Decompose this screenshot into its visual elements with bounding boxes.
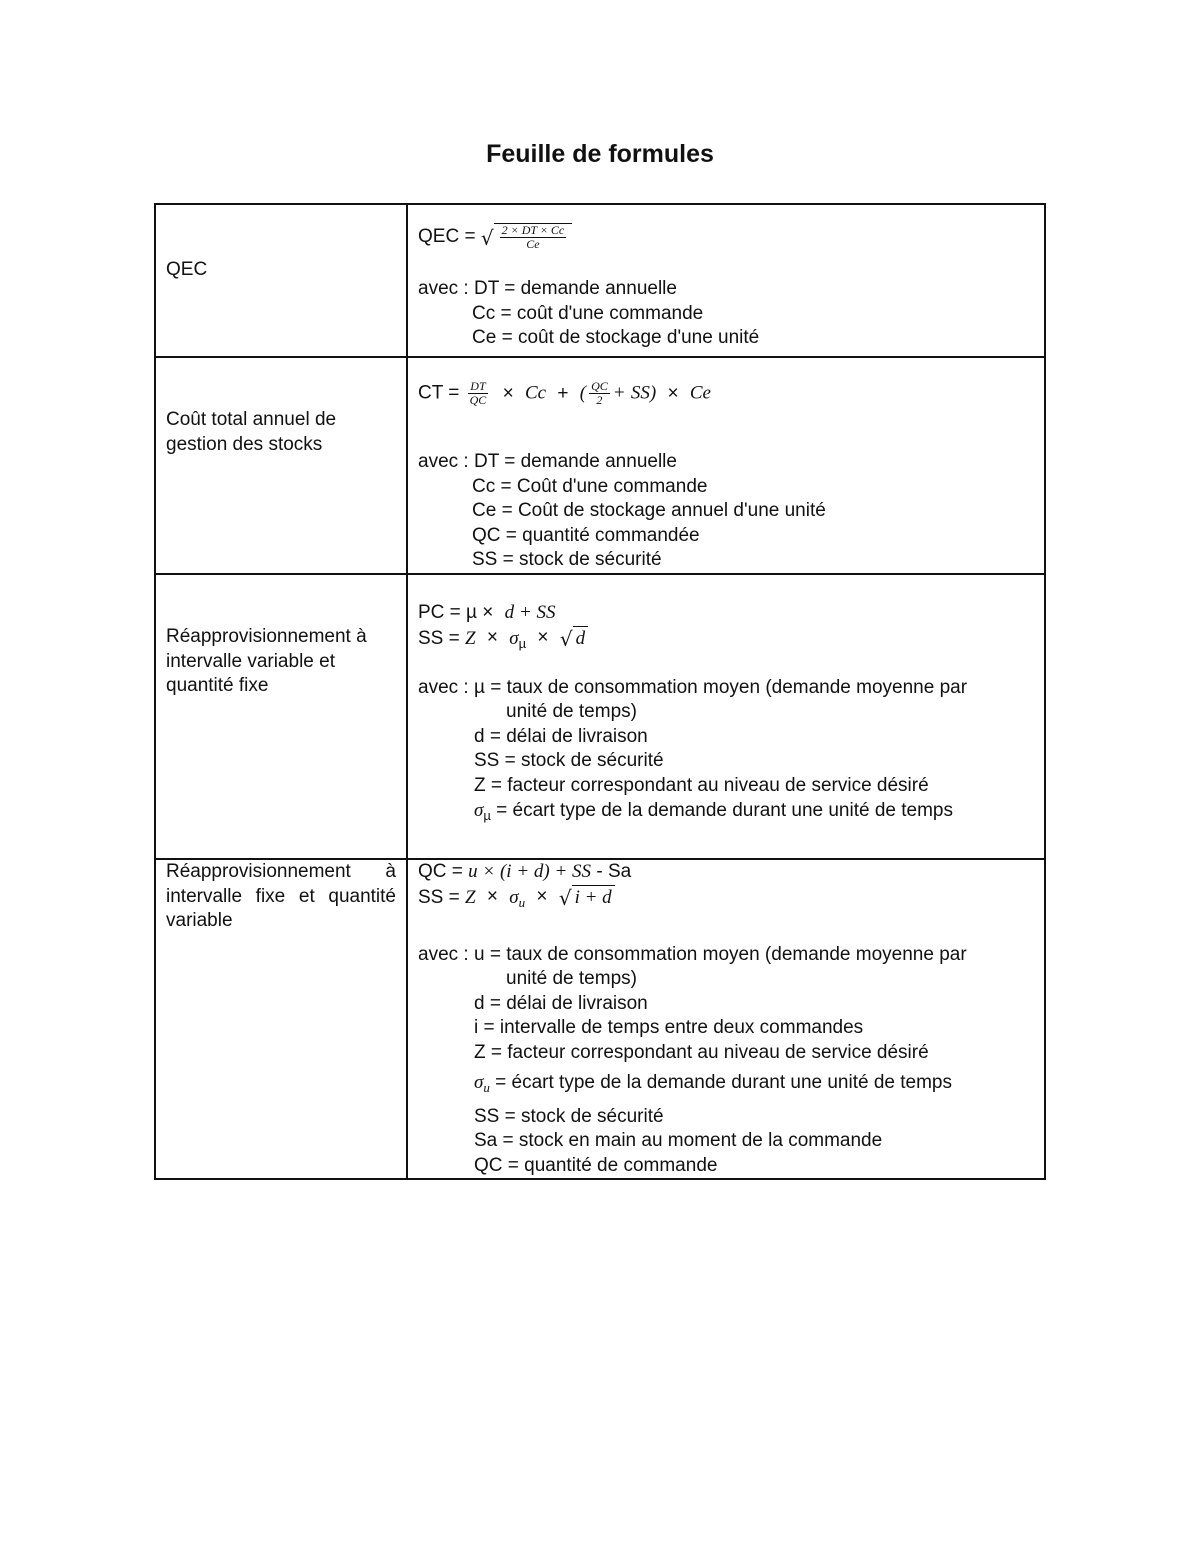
definition-line: Cc = coût d'une commande bbox=[472, 302, 704, 324]
definition-line: SS = stock de sécurité bbox=[472, 549, 662, 571]
row-label: Réapprovisionnement à intervalle fixe et quantité variable bbox=[166, 860, 396, 932]
row-label-cell bbox=[155, 357, 407, 574]
definition-line: Ce = coût de stockage d'une unité bbox=[472, 327, 760, 349]
definition-line: d = délai de livraison bbox=[474, 992, 648, 1014]
qc-formula bbox=[418, 860, 1044, 885]
sigma-symbol: σ bbox=[509, 627, 519, 649]
term-cc: Cc bbox=[524, 382, 547, 404]
row-label-cell bbox=[155, 204, 407, 357]
sigma-symbol: σ bbox=[509, 886, 519, 908]
definition-line: Cc = Coût d'une commande bbox=[472, 475, 708, 497]
page-title: Feuille de formules bbox=[486, 140, 714, 168]
formula-cell bbox=[407, 357, 1045, 574]
table-row bbox=[155, 357, 1045, 574]
table-row bbox=[155, 204, 1045, 357]
radicand: i + d bbox=[572, 885, 615, 911]
formula-prefix: SS = bbox=[418, 886, 460, 908]
radicand: d bbox=[573, 626, 589, 652]
formula-cell bbox=[407, 859, 1045, 1179]
ss-formula: SS = $Z \times \sigma_\mu$ × √ d bbox=[418, 626, 1044, 676]
z-factor: Z bbox=[465, 627, 476, 649]
definition-line: avec : µ = taux de consommation moyen (demande moyenne par bbox=[418, 676, 968, 698]
z-factor: Z bbox=[465, 886, 476, 908]
formula-prefix: QC = bbox=[418, 860, 463, 882]
ct-formula: CT = $\frac{DT}{QC}$ × Cc + ( $\frac{QC}{2}$ + SS) × Ce bbox=[418, 379, 711, 407]
radicand-numerator: 2 × DT × Cc bbox=[501, 223, 565, 237]
definition-line: unité de temps) bbox=[506, 701, 637, 723]
definition-line: d = délai de livraison bbox=[474, 725, 648, 747]
pc-formula bbox=[418, 601, 1044, 626]
fraction-numerator: DT bbox=[470, 379, 486, 393]
square-root: √ $\frac{2 \times DT \times Cc}{Ce}$ bbox=[481, 223, 572, 251]
table-row bbox=[155, 859, 1045, 1179]
row-label: QEC bbox=[166, 258, 208, 280]
sigma-subscript: µ bbox=[483, 807, 491, 823]
formula-suffix: - Sa bbox=[596, 860, 632, 882]
qec-formula bbox=[418, 223, 1044, 277]
table-row bbox=[155, 574, 1045, 859]
fraction-numerator: QC bbox=[591, 379, 608, 393]
definition-line: Z = facteur correspondant au niveau de service désiré bbox=[474, 1041, 929, 1063]
row-label-cell bbox=[155, 574, 407, 859]
formula-prefix: QEC = bbox=[418, 226, 476, 248]
formula-prefix: CT = bbox=[418, 382, 460, 404]
formula-prefix: PC = µ × bbox=[418, 601, 494, 623]
formula-terms: u × (i + d) + SS bbox=[468, 860, 592, 882]
definition-line-sigma bbox=[418, 1066, 1044, 1105]
row-label-cell bbox=[155, 859, 407, 1179]
sigma-subscript: µ bbox=[518, 635, 527, 651]
formula-table bbox=[154, 203, 1046, 1180]
formula-terms: d + SS bbox=[504, 601, 556, 623]
fraction-denominator: 2 bbox=[596, 393, 603, 407]
row-label: Réapprovisionnement à intervalle variable et quantité fixe bbox=[166, 625, 367, 697]
formula-cell bbox=[407, 574, 1045, 859]
term-ce: Ce bbox=[689, 382, 711, 404]
definition-line: i = intervalle de temps entre deux commandes bbox=[474, 1017, 864, 1039]
definition-line: Ce = Coût de stockage annuel d'une unité bbox=[472, 500, 826, 522]
formula-prefix: SS = bbox=[418, 627, 460, 649]
radicand-denominator: Ce bbox=[526, 237, 540, 251]
term-ss: SS bbox=[630, 382, 650, 404]
definition-line: avec : DT = demande annuelle bbox=[418, 278, 677, 299]
fraction-denominator: QC bbox=[469, 393, 487, 407]
sigma-subscript: u bbox=[483, 1079, 490, 1095]
definition-line-sigma bbox=[418, 799, 1044, 829]
formula-cell bbox=[407, 204, 1045, 357]
ss-formula: SS = $Z \times \sigma_u$ × √ i + d bbox=[418, 885, 1044, 943]
definition-line: SS = stock de sécurité bbox=[474, 1105, 664, 1127]
sigma-subscript: u bbox=[518, 894, 526, 910]
square-root: √ d bbox=[560, 626, 588, 652]
definition-line: avec : DT = demande annuelle bbox=[418, 451, 677, 472]
definition-text: = écart type de la demande durant une unité de temps bbox=[495, 1071, 952, 1093]
square-root: √ i + d bbox=[559, 885, 615, 911]
definition-line: QC = quantité de commande bbox=[474, 1154, 718, 1176]
sigma-symbol: σ bbox=[474, 1071, 484, 1093]
definition-line: Z = facteur correspondant au niveau de service désiré bbox=[474, 774, 929, 796]
definition-text: = écart type de la demande durant une unité de temps bbox=[496, 799, 953, 821]
sigma-symbol: σ bbox=[474, 799, 484, 821]
definition-line: QC = quantité commandée bbox=[472, 524, 700, 546]
definition-line: unité de temps) bbox=[506, 968, 637, 990]
definition-line: Sa = stock en main au moment de la commande bbox=[474, 1130, 883, 1152]
definition-line: avec : u = taux de consommation moyen (demande moyenne par bbox=[418, 943, 967, 965]
row-label: Coût total annuel de gestion des stocks bbox=[166, 409, 337, 455]
definition-line: SS = stock de sécurité bbox=[474, 750, 664, 772]
